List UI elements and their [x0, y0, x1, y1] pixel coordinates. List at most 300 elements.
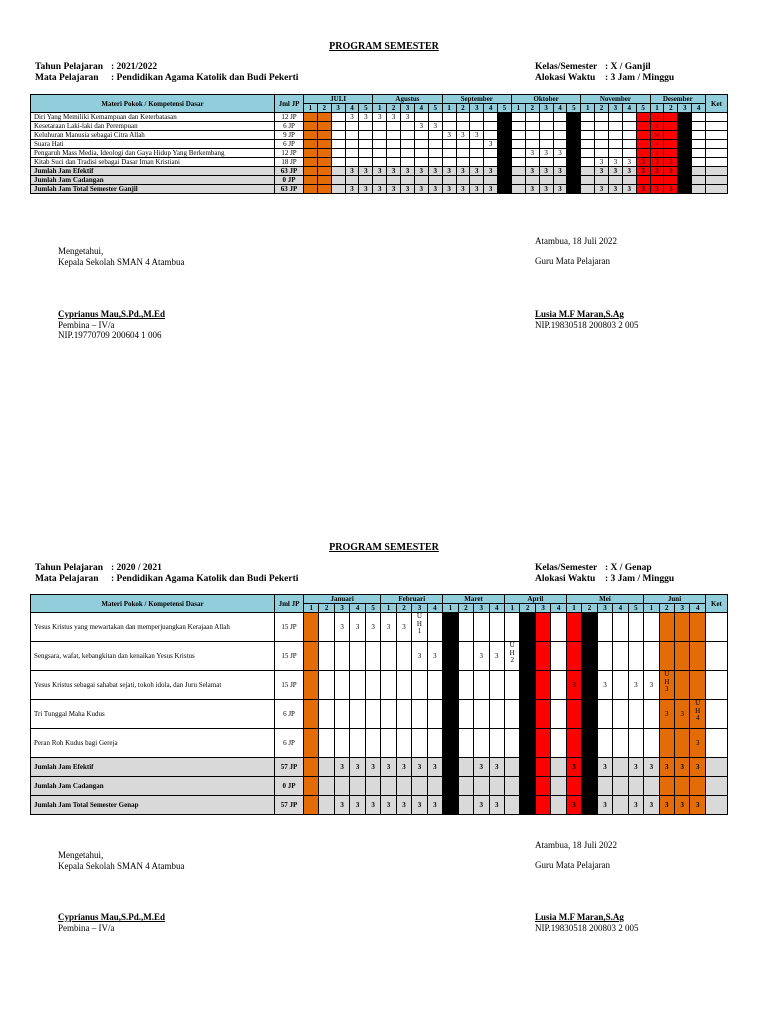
week-cell: [553, 131, 567, 140]
week-cell: 3: [428, 185, 442, 194]
month-header: April: [504, 595, 566, 604]
week-cell: [470, 140, 484, 149]
week-cell: [511, 122, 525, 131]
week-cell: [317, 140, 331, 149]
week-cell: [551, 671, 566, 700]
doc2-schedule-table: [30, 594, 728, 815]
week-cell: [644, 700, 659, 729]
ket-cell: [706, 185, 728, 194]
guru-title: Guru Mata Pelajaran: [535, 859, 610, 870]
week-cell: [489, 777, 504, 796]
week-cell: 3: [520, 796, 535, 815]
week-cell: [456, 149, 470, 158]
week-number: 2: [659, 604, 674, 613]
week-cell: [692, 140, 706, 149]
week-cell: [345, 122, 359, 131]
week-cell: [484, 131, 498, 140]
materi-label: Diri Yang Memiliki Kemampuan dan Keterbatasan: [31, 113, 275, 122]
week-cell: [535, 613, 550, 642]
week-cell: 3: [520, 758, 535, 777]
week-cell: [678, 176, 692, 185]
week-cell: [504, 671, 519, 700]
week-cell: [345, 131, 359, 140]
week-number: 3: [334, 604, 349, 613]
week-cell: [628, 642, 643, 671]
week-number: 2: [456, 104, 470, 113]
week-cell: [504, 700, 519, 729]
week-cell: [582, 729, 597, 758]
week-cell: [345, 140, 359, 149]
week-cell: [525, 122, 539, 131]
week-cell: 3: [659, 796, 674, 815]
summary-label: Jumlah Jam Efektif: [31, 758, 275, 777]
week-cell: [628, 729, 643, 758]
week-cell: [551, 700, 566, 729]
week-cell: [504, 613, 519, 642]
week-cell: 3: [659, 758, 674, 777]
week-cell: 3: [690, 758, 706, 777]
week-cell: [659, 729, 674, 758]
week-cell: 3: [675, 758, 690, 777]
week-cell: [428, 176, 442, 185]
week-cell: 3: [595, 167, 609, 176]
week-cell: 3: [539, 185, 553, 194]
guru-nip: NIP.19830518 200803 2 005: [535, 922, 639, 933]
week-cell: 3: [401, 113, 415, 122]
week-cell: [304, 671, 319, 700]
week-cell: [498, 176, 512, 185]
week-cell: T: [650, 149, 664, 158]
week-number: 1: [443, 604, 458, 613]
week-cell: 3: [484, 185, 498, 194]
week-number: 2: [319, 604, 334, 613]
week-cell: 3: [470, 185, 484, 194]
week-cell: [319, 729, 334, 758]
week-cell: [692, 131, 706, 140]
materi-label: Kesetaraan Laki-laki dan Perempuan: [31, 122, 275, 131]
month-header: JULI: [304, 95, 373, 104]
week-cell: [535, 758, 550, 777]
ket-cell: [705, 613, 727, 642]
week-cell: [582, 796, 597, 815]
week-cell: 3: [442, 131, 456, 140]
week-cell: 3: [345, 185, 359, 194]
week-cell: [597, 700, 612, 729]
week-cell: [443, 729, 458, 758]
materi-jp: 15 JP: [275, 613, 304, 642]
week-cell: [359, 158, 373, 167]
week-cell: 3: [442, 167, 456, 176]
week-cell: [567, 131, 581, 140]
week-cell: [373, 140, 387, 149]
week-cell: [373, 149, 387, 158]
ket-cell: [706, 140, 728, 149]
week-number: 1: [381, 604, 396, 613]
week-cell: [319, 613, 334, 642]
week-cell: [474, 777, 489, 796]
week-cell: 3: [381, 796, 396, 815]
week-cell: 3: [498, 140, 512, 149]
week-cell: [489, 613, 504, 642]
tahun-label: Tahun Pelajaran: [35, 62, 104, 72]
week-cell: [373, 176, 387, 185]
week-number: 4: [690, 604, 706, 613]
week-number: 1: [304, 604, 319, 613]
week-number: 1: [442, 104, 456, 113]
week-cell: 3: [443, 796, 458, 815]
week-cell: [511, 113, 525, 122]
week-cell: [551, 642, 566, 671]
week-cell: [334, 642, 349, 671]
week-cell: [334, 729, 349, 758]
month-header: Desember: [650, 95, 705, 104]
week-cell: [373, 158, 387, 167]
week-cell: [692, 158, 706, 167]
week-number: 4: [350, 604, 365, 613]
week-cell: [350, 777, 365, 796]
week-cell: [319, 700, 334, 729]
week-number: 2: [525, 104, 539, 113]
week-cell: 3: [443, 758, 458, 777]
header-materi: Materi Pokok / Kompetensi Dasar: [31, 595, 275, 613]
week-cell: [664, 113, 678, 122]
week-cell: [551, 758, 566, 777]
week-cell: [535, 700, 550, 729]
guru-nip: NIP.19830518 200803 2 005: [535, 319, 639, 330]
week-cell: 3: [644, 671, 659, 700]
week-cell: [690, 777, 706, 796]
week-cell: 3: [595, 158, 609, 167]
week-cell: E: [650, 122, 664, 131]
week-cell: [504, 758, 519, 777]
week-cell: [401, 131, 415, 140]
week-cell: [636, 122, 650, 131]
week-number: 1: [304, 104, 318, 113]
week-cell: [498, 113, 512, 122]
week-cell: 3: [401, 185, 415, 194]
summary-label: Jumlah Jam Cadangan: [31, 176, 275, 185]
week-cell: 3: [608, 167, 622, 176]
alokasi-value: : 3 Jam / Minggu: [605, 73, 675, 83]
week-cell: 3: [664, 185, 678, 194]
week-cell: 3: [553, 167, 567, 176]
week-number: 4: [414, 104, 428, 113]
week-cell: [414, 149, 428, 158]
summary-label: Jumlah Jam Total Semester Ganjil: [31, 185, 275, 194]
week-cell: [664, 176, 678, 185]
doc1-schedule-table: [30, 94, 728, 194]
week-cell: [319, 671, 334, 700]
week-cell: [597, 642, 612, 671]
mapel-value: : Pendidikan Agama Katolik dan Budi Pekerti: [111, 73, 299, 83]
week-cell: 3: [470, 167, 484, 176]
week-cell: [581, 185, 595, 194]
kelas-label: Kelas/Semester: [535, 62, 598, 72]
ket-cell: [706, 176, 728, 185]
week-cell: [489, 700, 504, 729]
week-number: 4: [551, 604, 566, 613]
week-cell: 3: [350, 758, 365, 777]
week-cell: [317, 176, 331, 185]
week-cell: [535, 642, 550, 671]
week-cell: [319, 758, 334, 777]
week-cell: [304, 700, 319, 729]
week-cell: 3: [628, 671, 643, 700]
week-cell: [381, 729, 396, 758]
week-cell: 3: [597, 671, 612, 700]
week-cell: 3: [365, 613, 381, 642]
week-cell: [659, 613, 674, 642]
week-cell: 3: [427, 758, 442, 777]
week-cell: 3: [428, 122, 442, 131]
week-cell: [597, 777, 612, 796]
week-cell: [474, 700, 489, 729]
week-number: 3: [608, 104, 622, 113]
week-cell: [331, 176, 345, 185]
week-cell: [304, 796, 319, 815]
week-cell: [396, 729, 411, 758]
week-cell: [566, 700, 581, 729]
week-cell: 3: [396, 613, 411, 642]
materi-jp: 12 JP: [275, 113, 304, 122]
mengetahui: Mengetahui,: [58, 850, 104, 860]
week-cell: [535, 671, 550, 700]
week-cell: [675, 777, 690, 796]
week-cell: 3: [628, 796, 643, 815]
week-cell: [678, 140, 692, 149]
week-cell: [474, 613, 489, 642]
week-cell: [535, 777, 550, 796]
week-cell: [442, 122, 456, 131]
week-cell: [636, 131, 650, 140]
week-number: 4: [489, 604, 504, 613]
week-number: 4: [345, 104, 359, 113]
week-cell: 3: [381, 758, 396, 777]
week-cell: 3: [566, 796, 581, 815]
week-cell: 3: [650, 185, 664, 194]
week-cell: 3: [489, 642, 504, 671]
week-cell: [566, 613, 581, 642]
week-cell: 3: [345, 113, 359, 122]
week-number: 3: [678, 104, 692, 113]
week-cell: [414, 158, 428, 167]
week-cell: [613, 671, 628, 700]
week-cell: 3: [567, 185, 581, 194]
week-cell: [551, 729, 566, 758]
kelas-label: Kelas/Semester: [535, 563, 598, 573]
header-ket: Ket: [705, 595, 727, 613]
month-header: November: [581, 95, 650, 104]
week-cell: [690, 671, 706, 700]
ket-cell: [705, 642, 727, 671]
week-cell: 3: [622, 167, 636, 176]
guru-title: Guru Mata Pelajaran: [535, 255, 610, 266]
week-cell: [582, 758, 597, 777]
doc1-guru-block: [535, 309, 639, 330]
kelas-value: : X / Genap: [605, 563, 652, 573]
week-cell: [636, 113, 650, 122]
week-cell: [427, 729, 442, 758]
week-number: 3: [331, 104, 345, 113]
week-cell: [489, 729, 504, 758]
week-cell: [458, 796, 473, 815]
week-cell: 3: [396, 758, 411, 777]
week-cell: [498, 131, 512, 140]
week-cell: [350, 700, 365, 729]
week-cell: [458, 700, 473, 729]
week-cell: [553, 158, 567, 167]
week-cell: [365, 642, 381, 671]
week-cell: [365, 777, 381, 796]
week-cell: [484, 149, 498, 158]
week-cell: 3: [595, 185, 609, 194]
week-cell: [414, 176, 428, 185]
week-cell: [387, 176, 401, 185]
week-cell: [582, 700, 597, 729]
week-cell: 3: [525, 185, 539, 194]
week-cell: [595, 131, 609, 140]
week-cell: 3: [345, 167, 359, 176]
week-cell: 3: [553, 185, 567, 194]
week-cell: [387, 158, 401, 167]
kepala-name: Cyprianus Mau,S.Pd.,M.Ed: [58, 912, 166, 922]
week-cell: [520, 777, 535, 796]
materi-label: Sengsara, wafat, kebangkitan dan kenaikan Yesus Kristus: [31, 642, 275, 671]
kepala-title: Kepala Sekolah SMAN 4 Atambua: [58, 256, 185, 267]
week-cell: 3: [636, 158, 650, 167]
week-number: 3: [470, 104, 484, 113]
kepala-name: Cyprianus Mau,S.Pd.,M.Ed: [58, 309, 166, 319]
materi-label: Pengaruh Mass Media, Ideologi dan Gaya Hidup Yang Berkembang: [31, 149, 275, 158]
week-cell: 3: [387, 113, 401, 122]
week-cell: [690, 613, 706, 642]
week-cell: [373, 131, 387, 140]
week-cell: [396, 700, 411, 729]
week-cell: [613, 700, 628, 729]
week-cell: [470, 158, 484, 167]
week-number: 1: [581, 104, 595, 113]
week-cell: 3: [525, 149, 539, 158]
materi-jp: 12 JP: [275, 149, 304, 158]
ket-cell: [706, 113, 728, 122]
week-cell: [608, 140, 622, 149]
week-cell: [317, 131, 331, 140]
header-jml-jp: Jml JP: [275, 595, 304, 613]
guru-name: Lusia M.F Maran,S.Ag: [535, 309, 624, 319]
week-number: 4: [553, 104, 567, 113]
week-cell: [428, 158, 442, 167]
materi-jp: 9 JP: [275, 131, 304, 140]
week-cell: 3: [597, 796, 612, 815]
week-cell: 3: [359, 167, 373, 176]
week-cell: [319, 642, 334, 671]
alokasi-value: : 3 Jam / Minggu: [605, 574, 675, 584]
week-number: 1: [511, 104, 525, 113]
materi-label: Suara Hati: [31, 140, 275, 149]
week-number: 3: [474, 604, 489, 613]
week-cell: 3: [484, 140, 498, 149]
week-cell: [396, 671, 411, 700]
week-number: 2: [520, 604, 535, 613]
alokasi-label: Alokasi Waktu: [535, 574, 596, 584]
week-cell: [331, 167, 345, 176]
week-cell: [525, 113, 539, 122]
week-cell: [597, 613, 612, 642]
ket-cell: [705, 671, 727, 700]
week-cell: [553, 122, 567, 131]
doc2-sign-left: [58, 850, 184, 871]
week-number: 4: [613, 604, 628, 613]
week-cell: [659, 642, 674, 671]
week-number: 3: [412, 604, 427, 613]
materi-jp: 15 JP: [275, 642, 304, 671]
week-cell: [381, 777, 396, 796]
week-cell: [678, 167, 692, 176]
week-cell: [456, 122, 470, 131]
header-materi: Materi Pokok / Kompetensi Dasar: [31, 95, 275, 113]
week-cell: [412, 700, 427, 729]
week-cell: [345, 158, 359, 167]
week-cell: [581, 140, 595, 149]
week-cell: [458, 729, 473, 758]
week-cell: [511, 158, 525, 167]
week-cell: [595, 176, 609, 185]
week-cell: [489, 671, 504, 700]
week-cell: 3: [644, 796, 659, 815]
week-cell: 3: [498, 167, 512, 176]
week-cell: [319, 777, 334, 796]
place-date: Atambua, 18 Juli 2022: [535, 840, 617, 850]
summary-jp: 57 JP: [275, 796, 304, 815]
week-cell: 3: [456, 131, 470, 140]
week-cell: [331, 113, 345, 122]
week-number: 1: [566, 604, 581, 613]
week-cell: [582, 642, 597, 671]
week-cell: 3: [650, 167, 664, 176]
week-cell: [581, 113, 595, 122]
week-cell: 3: [412, 642, 427, 671]
summary-jp: 63 JP: [275, 167, 304, 176]
week-cell: 3: [414, 185, 428, 194]
week-cell: 3: [350, 613, 365, 642]
ket-cell: [706, 167, 728, 176]
materi-label: Yesus Kristus sebagai sahabat sejati, tokoh idola, dan Juru Selamat: [31, 671, 275, 700]
week-cell: [414, 131, 428, 140]
week-number: 4: [692, 104, 706, 113]
week-cell: [539, 140, 553, 149]
week-cell: [690, 642, 706, 671]
week-cell: [304, 642, 319, 671]
week-cell: [412, 777, 427, 796]
month-header: Juni: [644, 595, 706, 604]
ket-cell: [706, 131, 728, 140]
week-cell: [581, 149, 595, 158]
week-cell: [566, 729, 581, 758]
materi-jp: 6 JP: [275, 729, 304, 758]
week-cell: 3: [456, 167, 470, 176]
week-cell: [304, 149, 318, 158]
week-cell: [498, 149, 512, 158]
week-cell: [659, 777, 674, 796]
week-number: 2: [664, 104, 678, 113]
week-cell: [442, 176, 456, 185]
week-cell: [511, 176, 525, 185]
week-cell: [304, 113, 318, 122]
month-header: Agustus: [373, 95, 442, 104]
kepala-rank: Pembina – IV/a: [58, 319, 115, 330]
week-number: 1: [650, 104, 664, 113]
doc1-sign-right: [535, 236, 617, 266]
